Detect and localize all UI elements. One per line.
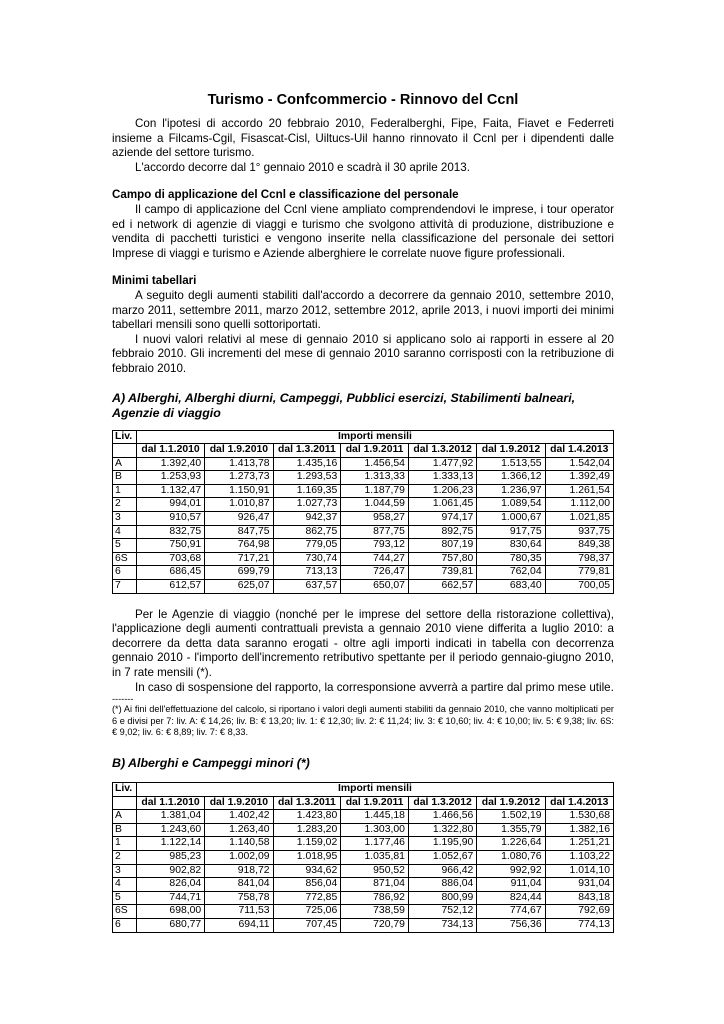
- amount-cell: 1.413,78: [205, 457, 273, 471]
- table-row: [113, 810, 614, 824]
- amount-cell: 1.080,76: [477, 850, 545, 864]
- amount-cell: 707,45: [273, 918, 341, 932]
- amount-cell: 680,77: [136, 918, 204, 932]
- level-cell: 5: [113, 539, 137, 553]
- amount-cell: 798,37: [545, 552, 613, 566]
- amount-cell: 1.150,91: [205, 484, 273, 498]
- table-a: [112, 430, 614, 594]
- table-row: [113, 566, 614, 580]
- amount-cell: 958,27: [341, 512, 409, 526]
- amount-cell: 1.122,14: [136, 837, 204, 851]
- table-row: [113, 850, 614, 864]
- amount-cell: 1.273,73: [205, 471, 273, 485]
- table-b-heading: B) Alberghi e Campeggi minori (*): [112, 755, 310, 770]
- amount-cell: 1.140,58: [205, 837, 273, 851]
- amount-cell: 910,57: [136, 512, 204, 526]
- liv-header: Liv.: [113, 782, 137, 796]
- blank-header-cell: [113, 444, 137, 458]
- amount-cell: 1.382,16: [545, 823, 613, 837]
- amount-cell: 966,42: [408, 864, 476, 878]
- amount-cell: 926,47: [205, 512, 273, 526]
- amount-cell: 699,79: [205, 566, 273, 580]
- date-column-header: dal 1.4.2013: [545, 444, 613, 458]
- amount-cell: 832,75: [136, 525, 204, 539]
- amount-cell: 1.542,04: [545, 457, 613, 471]
- amount-cell: 856,04: [273, 878, 341, 892]
- amount-cell: 1.169,35: [273, 484, 341, 498]
- amount-cell: 918,72: [205, 864, 273, 878]
- amount-cell: 992,92: [477, 864, 545, 878]
- amount-cell: 650,07: [341, 580, 409, 594]
- section-heading-minimi: Minimi tabellari: [112, 274, 197, 288]
- amount-cell: 1.402,42: [205, 810, 273, 824]
- level-cell: 1: [113, 484, 137, 498]
- amount-cell: 830,64: [477, 539, 545, 553]
- amount-cell: 612,57: [136, 580, 204, 594]
- amount-cell: 1.530,68: [545, 810, 613, 824]
- amount-cell: 1.381,04: [136, 810, 204, 824]
- amount-cell: 762,04: [477, 566, 545, 580]
- date-column-header: dal 1.9.2012: [477, 444, 545, 458]
- date-column-header: dal 1.1.2010: [136, 444, 204, 458]
- amount-cell: 772,85: [273, 891, 341, 905]
- amount-cell: 703,68: [136, 552, 204, 566]
- table-row: [113, 837, 614, 851]
- amount-cell: 1.061,45: [408, 498, 476, 512]
- section-heading-campo: Campo di applicazione del Ccnl e classificazione del personale: [112, 188, 459, 202]
- table-date-header-row: [113, 796, 614, 810]
- amount-cell: 1.355,79: [477, 823, 545, 837]
- amount-cell: 1.322,80: [408, 823, 476, 837]
- date-column-header: dal 1.3.2012: [408, 444, 476, 458]
- amount-cell: 1.027,73: [273, 498, 341, 512]
- document-title: Turismo - Confcommercio - Rinnovo del Ccnl: [207, 92, 519, 108]
- level-cell: 2: [113, 850, 137, 864]
- amount-cell: 931,04: [545, 878, 613, 892]
- minimi-paragraph-2: I nuovi valori relativi al mese di gennaio 2010 si applicano solo ai rapporti in essere al 20 febbraio 2010. Gli incrementi del mese di gennaio 2010 saranno corrisposti con la retribuzione di febbraio 2010.: [112, 332, 614, 375]
- amount-cell: 793,12: [341, 539, 409, 553]
- amount-cell: 1.052,67: [408, 850, 476, 864]
- amount-cell: 911,04: [477, 878, 545, 892]
- table-row: [113, 484, 614, 498]
- table-date-header-row: [113, 444, 614, 458]
- document-page: [112, 92, 614, 933]
- level-cell: 4: [113, 878, 137, 892]
- amount-cell: 1.002,09: [205, 850, 273, 864]
- amount-cell: 1.366,12: [477, 471, 545, 485]
- table-a-heading: A) Alberghi, Alberghi diurni, Campeggi, Pubblici esercizi, Stabilimenti balneari, Agenzie di viaggio: [112, 390, 576, 420]
- table-row: [113, 525, 614, 539]
- amount-cell: 849,38: [545, 539, 613, 553]
- amount-cell: 843,18: [545, 891, 613, 905]
- amount-cell: 1.089,54: [477, 498, 545, 512]
- importi-header: Importi mensili: [136, 430, 613, 444]
- amount-cell: 725,06: [273, 905, 341, 919]
- amount-cell: 807,19: [408, 539, 476, 553]
- table-row: [113, 580, 614, 594]
- amount-cell: 1.132,47: [136, 484, 204, 498]
- amount-cell: 713,13: [273, 566, 341, 580]
- minimi-paragraph-1: A seguito degli aumenti stabiliti dall'accordo a decorrere da gennaio 2010, settembre 2010, marzo 2011, settembre 2011, marzo 2012, settembre 2012, aprile 2013, i nuovi importi dei minimi tabellari mensili sono quelli sottoriportati.: [112, 288, 614, 332]
- amount-cell: 1.466,56: [408, 810, 476, 824]
- table-header-row: [113, 782, 614, 796]
- level-cell: 4: [113, 525, 137, 539]
- date-column-header: dal 1.3.2011: [273, 444, 341, 458]
- amount-cell: 637,57: [273, 580, 341, 594]
- amount-cell: 1.253,93: [136, 471, 204, 485]
- amount-cell: 841,04: [205, 878, 273, 892]
- table-row: [113, 823, 614, 837]
- amount-cell: 1.014,10: [545, 864, 613, 878]
- amount-cell: 974,17: [408, 512, 476, 526]
- level-cell: 1: [113, 837, 137, 851]
- amount-cell: 994,01: [136, 498, 204, 512]
- amount-cell: 1.243,60: [136, 823, 204, 837]
- table-row: [113, 498, 614, 512]
- amount-cell: 779,81: [545, 566, 613, 580]
- table-row: [113, 878, 614, 892]
- table-row: [113, 512, 614, 526]
- amount-cell: 1.435,16: [273, 457, 341, 471]
- amount-cell: 750,91: [136, 539, 204, 553]
- amount-cell: 1.283,20: [273, 823, 341, 837]
- level-cell: 2: [113, 498, 137, 512]
- amount-cell: 738,59: [341, 905, 409, 919]
- level-cell: 3: [113, 864, 137, 878]
- amount-cell: 780,35: [477, 552, 545, 566]
- amount-cell: 774,13: [545, 918, 613, 932]
- amount-cell: 1.187,79: [341, 484, 409, 498]
- amount-cell: 686,45: [136, 566, 204, 580]
- amount-cell: 985,23: [136, 850, 204, 864]
- level-cell: 6: [113, 566, 137, 580]
- table-row: [113, 539, 614, 553]
- level-cell: 5: [113, 891, 137, 905]
- amount-cell: 950,52: [341, 864, 409, 878]
- level-cell: A: [113, 810, 137, 824]
- amount-cell: 1.021,85: [545, 512, 613, 526]
- table-row: [113, 918, 614, 932]
- amount-cell: 1.103,22: [545, 850, 613, 864]
- level-cell: A: [113, 457, 137, 471]
- amount-cell: 1.010,87: [205, 498, 273, 512]
- amount-cell: 937,75: [545, 525, 613, 539]
- amount-cell: 892,75: [408, 525, 476, 539]
- amount-cell: 1.177,46: [341, 837, 409, 851]
- table-header-row: [113, 430, 614, 444]
- amount-cell: 826,04: [136, 878, 204, 892]
- amount-cell: 734,13: [408, 918, 476, 932]
- amount-cell: 1.035,81: [341, 850, 409, 864]
- amount-cell: 779,05: [273, 539, 341, 553]
- amount-cell: 1.303,00: [341, 823, 409, 837]
- amount-cell: 1.018,95: [273, 850, 341, 864]
- amount-cell: 942,37: [273, 512, 341, 526]
- level-cell: 6: [113, 918, 137, 932]
- amount-cell: 1.044,59: [341, 498, 409, 512]
- amount-cell: 1.392,40: [136, 457, 204, 471]
- footnote-rule: -------: [112, 694, 134, 705]
- amount-cell: 1.502,19: [477, 810, 545, 824]
- amount-cell: 824,44: [477, 891, 545, 905]
- section-campo-text: Il campo di applicazione del Ccnl viene ampliato comprendendovi le imprese, i tour operator ed i network di agenzie di viaggi e turismo che svolgono attività di produzione, distribuzione e vendita di pacchetti turistici e vengono inserite nella classificazione del personale dei settori Imprese di viaggi e turismo e Aziende alberghiere le correlate nuove figure professionali.: [112, 202, 614, 260]
- amount-cell: 700,05: [545, 580, 613, 594]
- date-column-header: dal 1.9.2011: [341, 796, 409, 810]
- amount-cell: 1.445,18: [341, 810, 409, 824]
- intro-date-paragraph: L'accordo decorre dal 1° gennaio 2010 e scadrà il 30 aprile 2013.: [135, 160, 470, 174]
- importi-header: Importi mensili: [136, 782, 613, 796]
- amount-cell: 862,75: [273, 525, 341, 539]
- amount-cell: 1.251,21: [545, 837, 613, 851]
- amount-cell: 902,82: [136, 864, 204, 878]
- amount-cell: 1.392,49: [545, 471, 613, 485]
- amount-cell: 800,99: [408, 891, 476, 905]
- amount-cell: 1.263,40: [205, 823, 273, 837]
- date-column-header: dal 1.9.2010: [205, 796, 273, 810]
- level-cell: 6S: [113, 552, 137, 566]
- amount-cell: 1.206,23: [408, 484, 476, 498]
- amount-cell: 847,75: [205, 525, 273, 539]
- amount-cell: 1.423,80: [273, 810, 341, 824]
- blank-header-cell: [113, 796, 137, 810]
- amount-cell: 683,40: [477, 580, 545, 594]
- amount-cell: 934,62: [273, 864, 341, 878]
- amount-cell: 1.112,00: [545, 498, 613, 512]
- amount-cell: 1.226,64: [477, 837, 545, 851]
- amount-cell: 744,27: [341, 552, 409, 566]
- amount-cell: 1.513,55: [477, 457, 545, 471]
- level-cell: 6S: [113, 905, 137, 919]
- amount-cell: 757,80: [408, 552, 476, 566]
- amount-cell: 792,69: [545, 905, 613, 919]
- date-column-header: dal 1.1.2010: [136, 796, 204, 810]
- amount-cell: 1.261,54: [545, 484, 613, 498]
- amount-cell: 1.293,53: [273, 471, 341, 485]
- amount-cell: 1.477,92: [408, 457, 476, 471]
- amount-cell: 1.333,13: [408, 471, 476, 485]
- amount-cell: 662,57: [408, 580, 476, 594]
- amount-cell: 786,92: [341, 891, 409, 905]
- amount-cell: 1.313,33: [341, 471, 409, 485]
- footnote: (*) Ai fini dell'effettuazione del calcolo, si riportano i valori degli aumenti stabiliti da gennaio 2010, che vanno moltiplicati per 6 e divisi per 7: liv. A: € 14,26; liv. B: € 13,20; liv. 1: € 12,30; liv. 2: € 11,24; liv. 3: € 10,60; liv. 4: € 10,00; liv. 5: € 9,38; liv. 6S: € 9,02; liv. 6: € 8,89; liv. 7: € 8,33.: [112, 704, 614, 738]
- amount-cell: 1.236,97: [477, 484, 545, 498]
- date-column-header: dal 1.3.2011: [273, 796, 341, 810]
- table-row: [113, 864, 614, 878]
- amount-cell: 726,47: [341, 566, 409, 580]
- liv-header: Liv.: [113, 430, 137, 444]
- date-column-header: dal 1.4.2013: [545, 796, 613, 810]
- amount-cell: 1.456,54: [341, 457, 409, 471]
- amount-cell: 1.000,67: [477, 512, 545, 526]
- amount-cell: 764,98: [205, 539, 273, 553]
- level-cell: B: [113, 471, 137, 485]
- amount-cell: 752,12: [408, 905, 476, 919]
- amount-cell: 774,67: [477, 905, 545, 919]
- amount-cell: 1.195,90: [408, 837, 476, 851]
- agenzie-paragraph-2: In caso di sospensione del rapporto, la corresponsione avverrà a partire dal primo mese utile.: [135, 680, 614, 694]
- intro-paragraph: Con l'ipotesi di accordo 20 febbraio 2010, Federalberghi, Fipe, Faita, Fiavet e Federreti insieme a Filcams-Cgil, Fisascat-Cisl, Uiltucs-Uil hanno rinnovato il Ccnl per i dipendenti dalle aziende del settore turismo.: [112, 117, 614, 160]
- amount-cell: 877,75: [341, 525, 409, 539]
- amount-cell: 739,81: [408, 566, 476, 580]
- amount-cell: 694,11: [205, 918, 273, 932]
- amount-cell: 711,53: [205, 905, 273, 919]
- table-row: [113, 905, 614, 919]
- date-column-header: dal 1.9.2012: [477, 796, 545, 810]
- level-cell: 3: [113, 512, 137, 526]
- amount-cell: 758,78: [205, 891, 273, 905]
- table-row: [113, 552, 614, 566]
- table-row: [113, 891, 614, 905]
- amount-cell: 698,00: [136, 905, 204, 919]
- level-cell: 7: [113, 580, 137, 594]
- amount-cell: 744,71: [136, 891, 204, 905]
- table-b: [112, 782, 614, 933]
- amount-cell: 871,04: [341, 878, 409, 892]
- agenzie-paragraph-1: Per le Agenzie di viaggio (nonché per le imprese del settore della ristorazione collettiva), l'applicazione degli aumenti contrattuali prevista a gennaio 2010 viene differita a luglio 2010: a decorrere da detta data saranno erogati - oltre agli importi indicati in tabella con decorrenza gennaio 2010 - l'importo dell'incremento retributivo spettante per il periodo gennaio-giugno 2010, in 7 rate mensili (*).: [112, 607, 614, 679]
- amount-cell: 720,79: [341, 918, 409, 932]
- amount-cell: 917,75: [477, 525, 545, 539]
- amount-cell: 756,36: [477, 918, 545, 932]
- amount-cell: 730,74: [273, 552, 341, 566]
- date-column-header: dal 1.9.2010: [205, 444, 273, 458]
- amount-cell: 1.159,02: [273, 837, 341, 851]
- table-row: [113, 471, 614, 485]
- date-column-header: dal 1.3.2012: [408, 796, 476, 810]
- amount-cell: 886,04: [408, 878, 476, 892]
- level-cell: B: [113, 823, 137, 837]
- date-column-header: dal 1.9.2011: [341, 444, 409, 458]
- amount-cell: 717,21: [205, 552, 273, 566]
- table-row: [113, 457, 614, 471]
- amount-cell: 625,07: [205, 580, 273, 594]
